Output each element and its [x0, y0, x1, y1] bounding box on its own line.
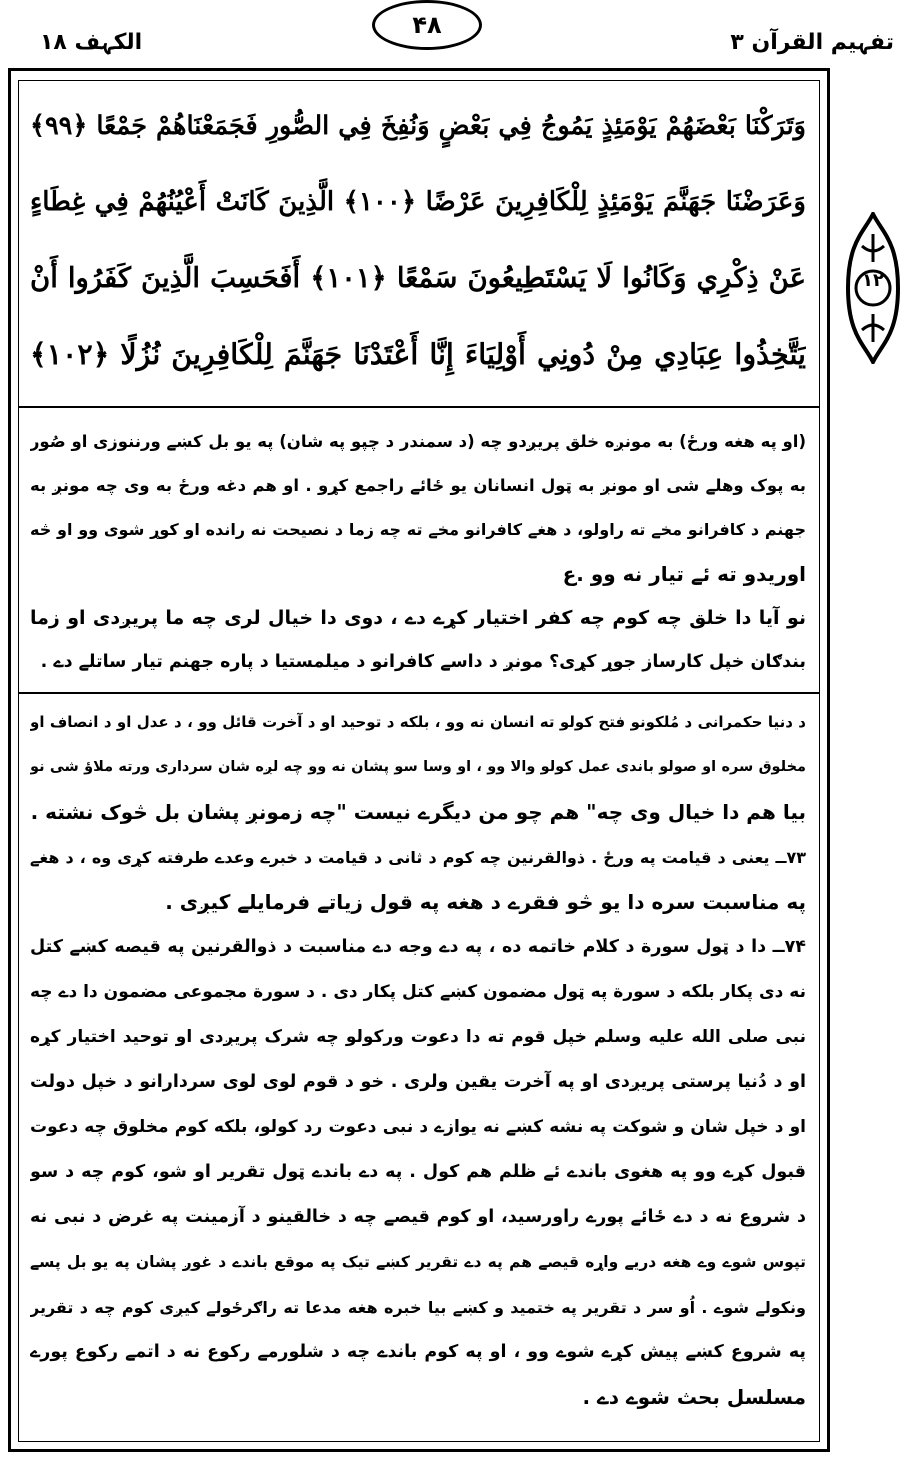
page-number-medallion [372, 0, 482, 50]
commentary-line: مسلسل بحث شوے دے . [582, 1385, 806, 1409]
commentary-line: د دنیا حکمرانی د مُلکونو فتح کولو ته انسان نه وو ، بلکه د توحید او د آخرت قائل وو ، د عدل او د انصاف او [30, 713, 806, 731]
ayah-line: وَعَرَضْنَا جَهَنَّمَ يَوْمَئِذٍ لِلْكَافِرِينَ عَرْضًا ﴿١٠٠﴾ الَّذِينَ كَانَتْ أَعْيُنُهُمْ فِي غِطَاءٍ [30, 187, 806, 217]
ayah-line: يَتَّخِذُوا عِبَادِي مِنْ دُونِي أَوْلِيَاءَ إِنَّا أَعْتَدْنَا جَهَنَّمَ لِلْكَافِرِينَ نُزُلًا ﴿١٠٢﴾ [30, 337, 806, 371]
translation-line: جهنم د کافرانو مخے ته راولو، د هغے کافرانو مخے ته چه زما د نصیحت نه رانده او کوړ شوی وو او څه [30, 520, 806, 539]
commentary-line: نه دی پکار بلکه د سورة په ټول مضمون کښے کتل پکار دی . د سورة مجموعی مضمون دا دے چه [30, 982, 806, 1002]
translation-commentary-divider [18, 692, 820, 694]
quran-verses [30, 88, 806, 406]
translation-line: بندګان خپل کارساز جوړ کړی؟ مونږ د داسے کافرانو د میلمستیا د پاره جهنم تیار ساتلے دے . [40, 652, 806, 672]
verse-translation-divider [18, 406, 820, 408]
surah-reference: الکہف ۱۸ [40, 30, 143, 55]
page-number: ۴۸ [412, 11, 442, 39]
book-title: تفہیم القرآن ۳ [730, 30, 894, 55]
commentary-line: په شروع کښے پیش کړے شوے وو ، او په کوم باندے چه د شلورمے رکوع نه د اتمے رکوع پورے [30, 1342, 806, 1362]
commentary-line: نبی صلی الله علیه وسلم خپل قوم ته دا دعوت ورکولو چه شرک پریږدی او توحید اختیار کړه [30, 1027, 806, 1047]
translation-line: نو آیا دا خلق چه کوم چه کفر اختیار کړے دے ، دوی دا خیال لری چه ما پریږدی او زما [30, 607, 806, 629]
commentary-line: تپوس شوے وے هغه دریے واړه قیصے هم په دے تقریر کښے تیک په موقع باندے د غوږ پشان په یو بل پسے [30, 1253, 806, 1271]
commentary-line: بیا هم دا خیال وی چه" هم چو من دیگرے نیست "چه زمونږ پشان بل څوک نشته . [30, 800, 806, 824]
page-header [0, 0, 912, 66]
commentary-line: مخلوق سره او صولو باندی عمل کولو والا وو ، او وسا سو پشان نه وو چه لږه شان سرداری ورته ملاؤ شی نو [30, 759, 806, 775]
commentary-block [30, 700, 806, 1440]
ayah-line: وَتَرَكْنَا بَعْضَهُمْ يَوْمَئِذٍ يَمُوجُ فِي بَعْضٍ وَنُفِخَ فِي الصُّورِ فَجَمَعْنَاهُمْ جَمْعًا ﴿٩٩﴾ [30, 111, 806, 141]
ruku-marker [842, 212, 904, 364]
translation-line: (او په هغه ورځ) به مونږه خلق پریږدو چه (د سمندر د چپو په شان) په یو بل کښے ورننوزی او صُور [30, 432, 806, 451]
commentary-line: او د دُنیا پرستی پریږدی او په آخرت یقین ولری . خو د قوم لوی لوی سردارانو د خپل دولت [30, 1072, 806, 1092]
ayah-line: عَنْ ذِكْرِي وَكَانُوا لَا يَسْتَطِيعُونَ سَمْعًا ﴿١٠١﴾ أَفَحَسِبَ الَّذِينَ كَفَرُوا أَنْ [30, 262, 806, 294]
commentary-line: قبول کړے وو په هغوی باندے ئے ظلم هم کول . په دے باندے ټول تقریر او شو، کوم چه د سو [30, 1162, 806, 1182]
translation-line: به پوک وهلے شی او مونږ به ټول انسانان یو ځائے راجمع کړو . او هم دغه ورځ به وی چه مونږ به [30, 476, 806, 495]
commentary-line: په مناسبت سره دا یو څو فقرے د هغه په قول زیاتے فرمایلے کیږی . [165, 890, 806, 914]
commentary-line: ۷۳ــ یعنی د قیامت په ورځ . ذوالقرنین چه کوم د ثانی د قیامت د خبرے وعدے طرفته کړی وه ، د هغے [30, 848, 806, 867]
commentary-line: ۷۴ــ دا د ټول سورة د کلام خاتمه ده ، په دے وجه دے مناسبت د ذوالقرنین په قیصه کښے کتل [30, 937, 806, 957]
translation-block [30, 420, 806, 682]
translation-line: اوریدو ته ئے تیار نه وو .ع [562, 562, 806, 586]
ruku-number: ۱۲ [862, 270, 884, 291]
commentary-line: د شروع نه د دے ځائے پورے راورسید، او کوم قیصے چه د خالقینو د آزمینت په غرض د نبی نه [30, 1207, 806, 1227]
commentary-line: ونکولے شوے . اُو سر د تقریر په ختمید و کښے بیا خبره هغه مدعا ته راګرځولے کیږی کوم چه د تقریر [30, 1298, 806, 1317]
commentary-line: او د خپل شان و شوکت په نشه کښے نه یوازے د نبی دعوت رد کولو، بلکه کوم مخلوق چه دعوت [30, 1117, 806, 1137]
